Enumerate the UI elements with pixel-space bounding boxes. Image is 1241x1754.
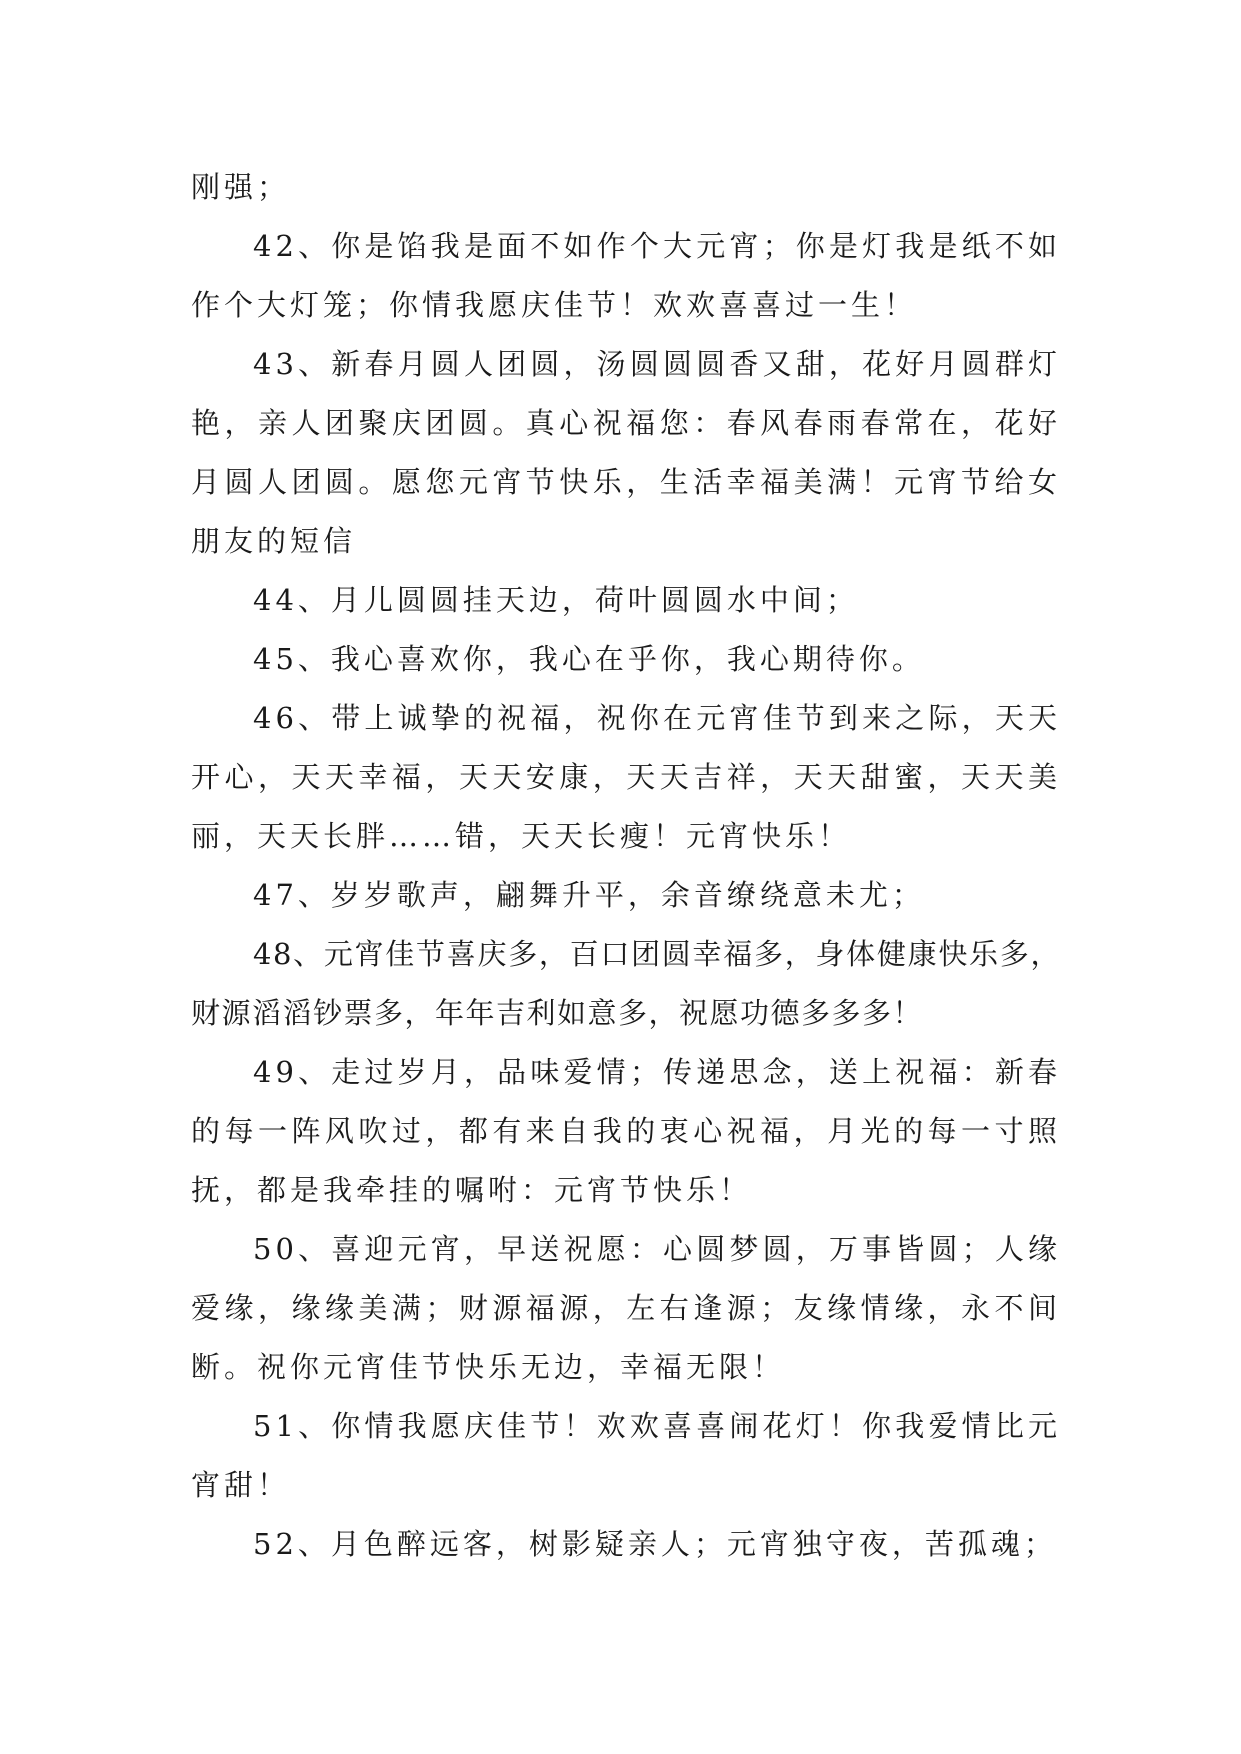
paragraph: 48、元宵佳节喜庆多，百口团圆幸福多，身体健康快乐多，财源滔滔钞票多，年年吉利如意多，祝愿功德多多多！ — [191, 937, 1061, 1030]
paragraph: 47、岁岁歌声，翩舞升平，余音缭绕意未尤； — [253, 878, 925, 912]
paragraph: 45、我心喜欢你，我心在乎你，我心期待你。 — [253, 642, 925, 676]
paragraph: 42、你是馅我是面不如作个大元宵；你是灯我是纸不如作个大灯笼；你情我愿庆佳节！欢欢喜喜过一生！ — [191, 229, 1061, 322]
paragraph: 46、带上诚挚的祝福，祝你在元宵佳节到来之际，天天开心，天天幸福，天天安康，天天吉祥，天天甜蜜，天天美丽，天天长胖……错，天天长瘦！元宵快乐！ — [191, 701, 1061, 853]
paragraph: 刚强； — [191, 170, 291, 204]
paragraph: 51、你情我愿庆佳节！欢欢喜喜闹花灯！你我爱情比元宵甜！ — [191, 1409, 1061, 1502]
paragraph: 52、月色醉远客，树影疑亲人；元宵独守夜，苦孤魂； — [253, 1527, 1057, 1561]
paragraph: 50、喜迎元宵，早送祝愿：心圆梦圆，万事皆圆；人缘爱缘，缘缘美满；财源福源，左右逢源；友缘情缘，永不间断。祝你元宵佳节快乐无边，幸福无限！ — [191, 1232, 1061, 1384]
paragraph: 44、月儿圆圆挂天边，荷叶圆圆水中间； — [253, 583, 859, 617]
document-body — [191, 158, 1061, 1574]
paragraph: 49、走过岁月，品味爱情；传递思念，送上祝福：新春的每一阵风吹过，都有来自我的衷心祝福，月光的每一寸照抚，都是我牵挂的嘱咐：元宵节快乐！ — [191, 1055, 1061, 1207]
paragraph: 43、新春月圆人团圆，汤圆圆圆香又甜，花好月圆群灯艳，亲人团聚庆团圆。真心祝福您：春风春雨春常在，花好月圆人团圆。愿您元宵节快乐，生活幸福美满！元宵节给女朋友的短信 — [191, 347, 1061, 558]
